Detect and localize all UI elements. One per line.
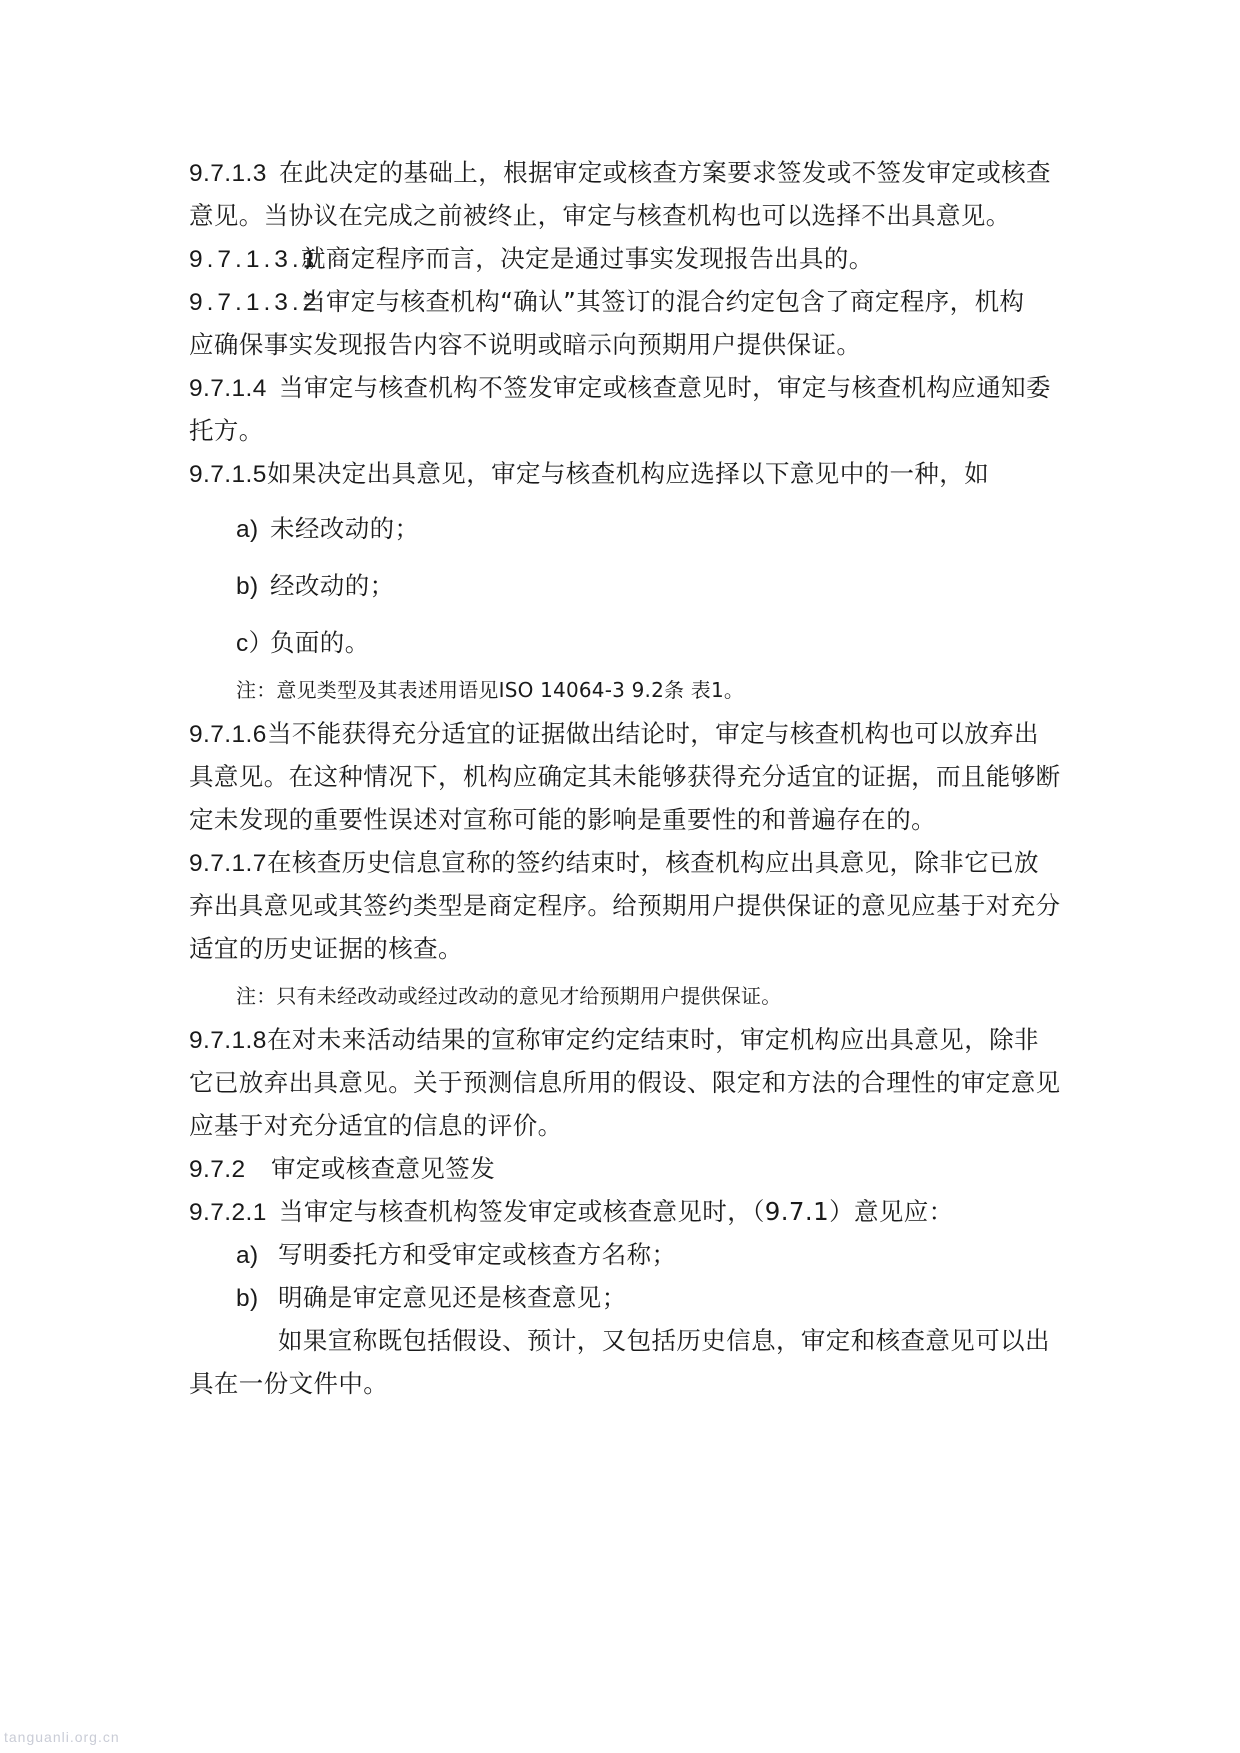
clause-number: 9.7.1.7 bbox=[189, 850, 267, 877]
line-text: 具在一份文件中。 bbox=[189, 1369, 389, 1398]
clause-9-7-1-4 bbox=[189, 371, 1059, 406]
paragraph-line bbox=[189, 889, 1059, 923]
paragraph-line bbox=[278, 1324, 1148, 1358]
clause-9-7-2-1 bbox=[189, 1195, 1059, 1230]
section-heading-9-7-2 bbox=[189, 1152, 1059, 1187]
line-text: 它已放弃出具意见。关于预测信息所用的假设、限定和方法的合理性的审定意见 bbox=[189, 1068, 1061, 1097]
paragraph-line bbox=[189, 328, 1059, 362]
clause-9-7-1-3-2 bbox=[189, 285, 1059, 320]
list-text: 经改动的； bbox=[270, 571, 395, 600]
clause-text: 当审定与核查机构不签发审定或核查意见时，审定与核查机构应通知委 bbox=[279, 373, 1051, 402]
line-text: 托方。 bbox=[189, 416, 264, 445]
paragraph-line bbox=[189, 760, 1059, 794]
clause-9-7-1-8 bbox=[189, 1023, 1059, 1058]
clause-text: 如果决定出具意见，审定与核查机构应选择以下意见中的一种，如 bbox=[267, 459, 990, 488]
clause-number: 9.7.2.1 bbox=[189, 1199, 267, 1226]
clause-number: 9.7.1.5 bbox=[189, 461, 267, 488]
paragraph-line bbox=[189, 414, 1059, 448]
paragraph-line bbox=[189, 932, 1059, 966]
clause-9-7-1-6 bbox=[189, 717, 1059, 752]
section-title: 审定或核查意见签发 bbox=[271, 1154, 496, 1183]
clause-text: 在对未来活动结果的宣称审定约定结束时，审定机构应出具意见，除非 bbox=[267, 1025, 1039, 1054]
note bbox=[236, 979, 1106, 1013]
list-item bbox=[236, 569, 1106, 604]
section-number: 9.7.2 bbox=[189, 1156, 246, 1183]
clause-text: 在核查历史信息宣称的签约结束时，核查机构应出具意见，除非它已放 bbox=[267, 848, 1039, 877]
line-text: 意见。当协议在完成之前被终止，审定与核查机构也可以选择不出具意见。 bbox=[189, 201, 1011, 230]
clause-text: 在此决定的基础上，根据审定或核查方案要求签发或不签发审定或核查 bbox=[279, 158, 1051, 187]
clause-text: 当审定与核查机构“确认”其签订的混合约定包含了商定程序，机构 bbox=[301, 287, 1025, 316]
list-text: 未经改动的； bbox=[270, 514, 420, 543]
line-text: 应确保事实发现报告内容不说明或暗示向预期用户提供保证。 bbox=[189, 330, 862, 359]
paragraph-line bbox=[189, 1367, 1059, 1401]
clause-number: 9.7.1.8 bbox=[189, 1027, 267, 1054]
list-marker: b) bbox=[236, 1285, 259, 1312]
clause-9-7-1-7 bbox=[189, 846, 1059, 881]
clause-number: 9.7.1.6 bbox=[189, 721, 267, 748]
line-text: 具意见。在这种情况下，机构应确定其未能够获得充分适宜的证据，而且能够断 bbox=[189, 762, 1061, 791]
note-text: 注：意见类型及其表述用语见ISO 14064-3 9.2条 表1。 bbox=[236, 678, 745, 702]
clause-number: 9.7.1.3 bbox=[189, 160, 267, 187]
clause-9-7-1-5 bbox=[189, 457, 1059, 492]
list-text: 写明委托方和受审定或核查方名称； bbox=[278, 1240, 677, 1269]
note bbox=[236, 673, 1106, 707]
paragraph-line bbox=[189, 1066, 1059, 1100]
list-marker: b) bbox=[236, 573, 259, 600]
list-item bbox=[236, 626, 1106, 661]
line-text: 应基于对充分适宜的信息的评价。 bbox=[189, 1111, 563, 1140]
clause-text: 就商定程序而言，决定是通过事实发现报告出具的。 bbox=[301, 244, 874, 273]
paragraph-line bbox=[189, 199, 1059, 233]
clause-text: 当不能获得充分适宜的证据做出结论时，审定与核查机构也可以放弃出 bbox=[267, 719, 1039, 748]
list-text: 明确是审定意见还是核查意见； bbox=[278, 1283, 627, 1312]
list-text: 负面的。 bbox=[270, 628, 370, 657]
line-text: 定未发现的重要性误述对宣称可能的影响是重要性的和普遍存在的。 bbox=[189, 805, 936, 834]
clause-9-7-1-3-1 bbox=[189, 242, 1059, 277]
line-text: 如果宣称既包括假设、预计，又包括历史信息，审定和核查意见可以出 bbox=[278, 1326, 1050, 1355]
list-item bbox=[236, 1238, 1106, 1273]
paragraph-line bbox=[189, 1109, 1059, 1143]
paragraph-line bbox=[189, 803, 1059, 837]
line-text: 弃出具意见或其签约类型是商定程序。给预期用户提供保证的意见应基于对充分 bbox=[189, 891, 1061, 920]
note-text: 注：只有未经改动或经过改动的意见才给预期用户提供保证。 bbox=[236, 984, 782, 1008]
clause-9-7-1-3 bbox=[189, 156, 1059, 191]
clause-number: 9.7.1.3.1 bbox=[189, 246, 321, 273]
list-marker: a) bbox=[236, 516, 259, 543]
clause-text: 当审定与核查机构签发审定或核查意见时，（9.7.1）意见应： bbox=[279, 1197, 954, 1226]
list-item bbox=[236, 512, 1106, 547]
list-item bbox=[236, 1281, 1106, 1316]
list-marker: a) bbox=[236, 1242, 259, 1269]
list-marker: c） bbox=[236, 630, 274, 657]
line-text: 适宜的历史证据的核查。 bbox=[189, 934, 463, 963]
watermark: tanguanli.org.cn bbox=[4, 1729, 120, 1745]
clause-number: 9.7.1.4 bbox=[189, 375, 267, 402]
clause-number: 9.7.1.3.2 bbox=[189, 289, 321, 316]
